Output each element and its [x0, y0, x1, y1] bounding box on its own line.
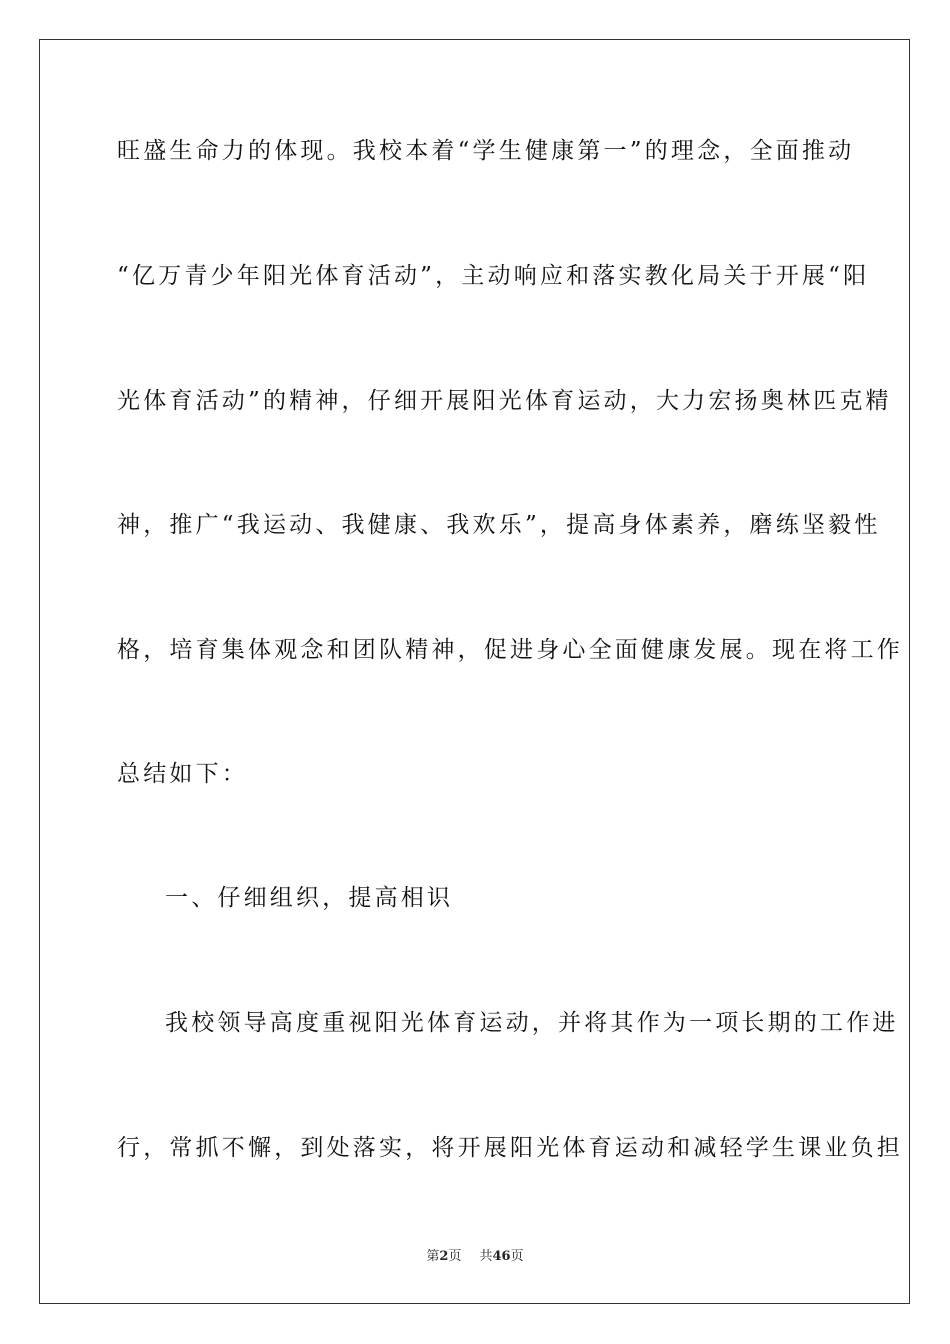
body-line-6: 总结如下：: [117, 761, 248, 787]
body-line-5: 格，培育集体观念和团队精神，促进身心全面健康发展。现在将工作: [117, 637, 903, 663]
body-line-3: 光体育活动”的精神，仔细开展阳光体育运动，大力宏扬奥林匹克精: [117, 388, 892, 414]
body-line-2: “亿万青少年阳光体育活动”，主动响应和落实教化局关于开展“阳: [117, 263, 870, 289]
section-heading: 一、仔细组织，提高相识: [165, 885, 454, 911]
page-footer: [0, 1248, 950, 1266]
footer-total-suffix: 页: [510, 1249, 524, 1264]
footer-page-number: 2: [439, 1249, 449, 1264]
footer-total-prefix: 共: [479, 1249, 493, 1264]
footer-total-pages: 46: [492, 1249, 511, 1264]
footer-page-suffix: 页: [448, 1249, 462, 1264]
page-border: [39, 39, 910, 1304]
body-line-7: 我校领导高度重视阳光体育运动，并将其作为一项长期的工作进: [165, 1010, 899, 1036]
body-line-1: 旺盛生命力的体现。我校本着“学生健康第一”的理念，全面推动: [117, 138, 855, 164]
body-line-8: 行，常抓不懈，到处落实，将开展阳光体育运动和减轻学生课业负担: [117, 1135, 903, 1161]
footer-page-prefix: 第: [426, 1249, 440, 1264]
body-line-4: 神，推广“我运动、我健康、我欢乐”，提高身体素养，磨练坚毅性: [117, 512, 881, 538]
